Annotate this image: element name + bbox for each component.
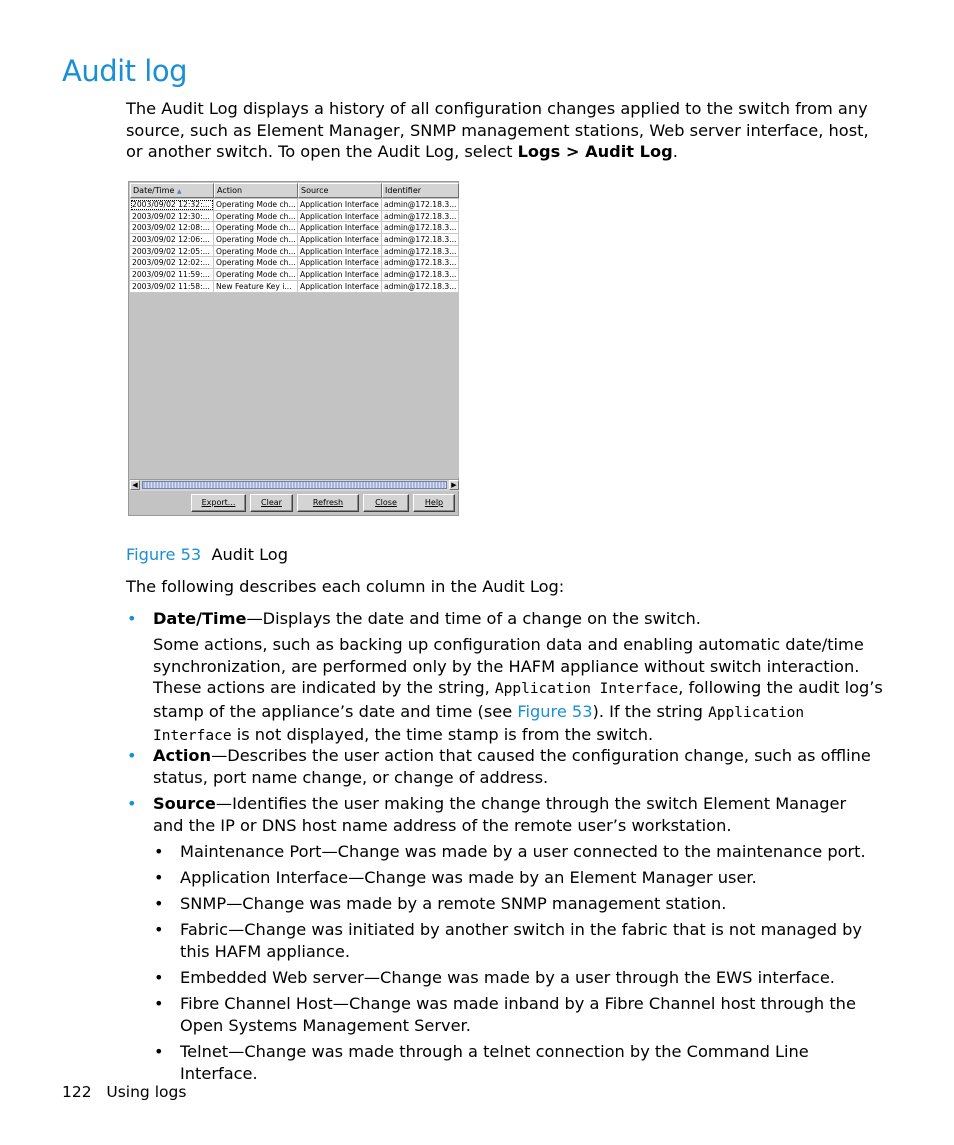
cell-identifier: admin@172.18.3... [382, 281, 459, 293]
export-button[interactable]: Export... [191, 494, 246, 512]
cell-action: Operating Mode ch... [214, 211, 298, 223]
table-row[interactable] [130, 246, 459, 258]
cell-source: Application Interface [298, 269, 382, 281]
cell-action: Operating Mode ch... [214, 234, 298, 246]
cell-source: Application Interface [298, 246, 382, 258]
cell-source: Application Interface [298, 211, 382, 223]
list-item-text: SNMP—Change was made by a remote SNMP management station. [180, 894, 727, 913]
list-item-text: Telnet—Change was made through a telnet connection by the Command Line Interface. [180, 1042, 809, 1083]
table-header [130, 183, 459, 198]
list-item [153, 893, 883, 915]
table-row[interactable] [130, 199, 459, 211]
horizontal-scrollbar[interactable] [130, 479, 459, 491]
table-row[interactable] [130, 269, 459, 281]
intro-end: . [672, 142, 678, 161]
sub-bullet-icon: • [154, 894, 164, 913]
scrollbar-thumb[interactable] [142, 481, 447, 489]
cell-action: New Feature Key i... [214, 281, 298, 293]
cell-source: Application Interface [298, 234, 382, 246]
cell-date-time: 2003/09/02 12:02:... [130, 257, 214, 269]
column-header-label: Date/Time [133, 186, 175, 195]
audit-log-table [130, 183, 459, 478]
intro-text: The Audit Log displays a history of all configuration changes applied to the switch from any source, such as Element Manager, SNMP management stations, Web server interface, host, or another switch. To open the Audit Log, select [126, 99, 869, 161]
bullet-icon: • [127, 746, 137, 765]
detail-text: ). If the string [592, 701, 709, 721]
cell-date-time: 2003/09/02 12:30:... [130, 211, 214, 223]
list-item [153, 993, 883, 1036]
bullet-icon: • [127, 609, 137, 628]
cell-date-time: 2003/09/02 12:05:... [130, 246, 214, 258]
column-header-source[interactable]: Source [298, 183, 382, 198]
sub-bullet-icon: • [154, 920, 164, 939]
table-row[interactable] [130, 234, 459, 246]
list-item [153, 1041, 883, 1084]
cell-identifier: admin@172.18.3... [382, 257, 459, 269]
audit-log-screenshot [128, 181, 459, 516]
list-item [153, 841, 883, 863]
desc-date-time: —Displays the date and time of a change on the switch. [246, 609, 701, 628]
bullet-action [153, 745, 881, 788]
cell-identifier: admin@172.18.3... [382, 234, 459, 246]
list-item-text: Fibre Channel Host—Change was made inband by a Fibre Channel host through the Open Systems Management Server. [180, 994, 856, 1035]
list-item-text: Embedded Web server—Change was made by a user through the EWS interface. [180, 968, 835, 987]
bullet-date-time [153, 608, 701, 630]
cell-identifier: admin@172.18.3... [382, 222, 459, 234]
button-bar [129, 492, 458, 514]
cell-action: Operating Mode ch... [214, 246, 298, 258]
close-button[interactable]: Close [363, 494, 409, 512]
help-button[interactable]: Help [413, 494, 455, 512]
list-item [153, 919, 883, 962]
cell-action: Operating Mode ch... [214, 257, 298, 269]
figure-title: Audit Log [211, 545, 288, 564]
refresh-button[interactable]: Refresh [297, 494, 359, 512]
code-application-interface: Application Interface [494, 681, 679, 697]
cell-date-time: 2003/09/02 12:08:... [130, 222, 214, 234]
desc-source: —Identifies the user making the change through the switch Element Manager and the IP or DNS host name address of the remote user’s workstation. [153, 794, 847, 835]
table-body [130, 199, 459, 293]
desc-action: —Describes the user action that caused the configuration change, such as offline status, port name change, or change of address. [153, 746, 871, 787]
detail-text: is not displayed, the time stamp is from the switch. [231, 725, 654, 744]
term-action: Action [153, 746, 212, 765]
cell-identifier: admin@172.18.3... [382, 269, 459, 281]
cell-identifier: admin@172.18.3... [382, 199, 459, 211]
detail-text: Some actions, such as backing up configuration data and enabling automatic date/time synchronization, are performed only by the HAFM appliance without switch interaction. These actions are indicated by the string, [153, 635, 864, 697]
table-row[interactable] [130, 211, 459, 223]
columns-intro: The following describes each column in the Audit Log: [126, 577, 565, 596]
detail-text: , following the audit log’s stamp of the appliance’s date and time (see [153, 678, 883, 721]
term-date-time: Date/Time [153, 609, 247, 628]
table-row[interactable] [130, 222, 459, 234]
date-time-detail [153, 634, 883, 748]
clear-button[interactable]: Clear [250, 494, 293, 512]
sub-bullet-icon: • [154, 994, 164, 1013]
column-header-action[interactable]: Action [214, 183, 298, 198]
cell-source: Application Interface [298, 281, 382, 293]
cell-action: Operating Mode ch... [214, 269, 298, 281]
list-item-text: Application Interface—Change was made by an Element Manager user. [180, 868, 757, 887]
sub-bullet-icon: • [154, 1042, 164, 1061]
cell-identifier: admin@172.18.3... [382, 246, 459, 258]
intro-paragraph [126, 98, 886, 163]
cell-date-time: 2003/09/02 12:32:... [130, 199, 214, 211]
menu-path: Logs > Audit Log [517, 142, 673, 161]
page-number: 122 [62, 1083, 92, 1101]
list-item [153, 967, 883, 989]
sub-bullet-icon: • [154, 868, 164, 887]
list-item-text: Maintenance Port—Change was made by a user connected to the maintenance port. [180, 842, 866, 861]
code-interface: Interface [153, 728, 232, 744]
cell-date-time: 2003/09/02 12:06:... [130, 234, 214, 246]
sub-bullet-icon: • [154, 842, 164, 861]
footer-section: Using logs [106, 1083, 187, 1101]
table-row[interactable] [130, 257, 459, 269]
sub-bullet-icon: • [154, 968, 164, 987]
figure-53-link[interactable]: Figure 53 [517, 701, 593, 721]
list-item-text: Fabric—Change was initiated by another switch in the fabric that is not managed by this HAFM appliance. [180, 920, 862, 961]
page-title: Audit log [62, 54, 187, 88]
cell-source: Application Interface [298, 199, 382, 211]
cell-date-time: 2003/09/02 11:59:... [130, 269, 214, 281]
cell-action: Operating Mode ch... [214, 199, 298, 211]
figure-label: Figure 53 [126, 545, 202, 564]
cell-source: Application Interface [298, 257, 382, 269]
list-item [153, 867, 883, 889]
cell-identifier: admin@172.18.3... [382, 211, 459, 223]
term-source: Source [153, 794, 216, 813]
cell-date-time: 2003/09/02 11:58:... [130, 281, 214, 293]
figure-caption [126, 544, 288, 566]
code-application: Application [708, 704, 805, 721]
table-row[interactable] [130, 281, 459, 293]
scroll-right-icon[interactable]: ▶ [449, 480, 459, 490]
sort-ascending-icon: ▲ [176, 188, 182, 195]
cell-source: Application Interface [298, 222, 382, 234]
bullet-icon: • [127, 794, 137, 813]
cell-action: Operating Mode ch... [214, 222, 298, 234]
bullet-source [153, 793, 881, 836]
scroll-left-icon[interactable]: ◀ [130, 480, 140, 490]
page-footer [62, 1083, 186, 1101]
column-header-identifier[interactable]: Identifier [382, 183, 459, 198]
column-header-date-time[interactable] [130, 183, 214, 198]
